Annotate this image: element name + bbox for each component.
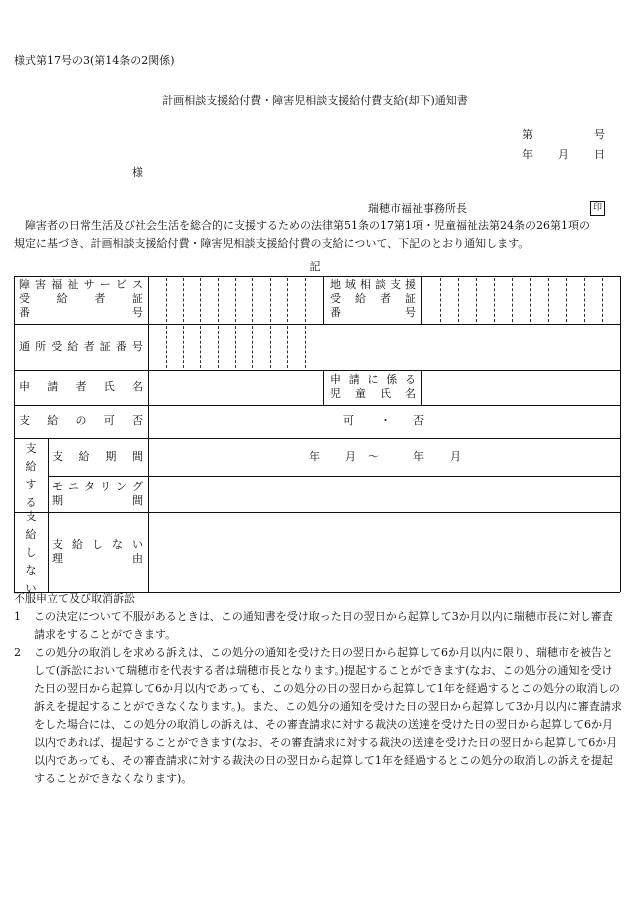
grant-group-label: 支 給 す る — [25, 442, 37, 509]
note-item: 2 この処分の取消しを求める訴えは、この処分の通知を受けた日の翌日から起算して6か月以内に限り、瑞穂市を被告として(訴訟において瑞穂市を代表する者は瑞穂市長となります。)提起することができます(なお、この処分の通知を受けた日の翌日から起算して6か月以内であっても、この処分の日の翌日から起算して1年を経過するとこの処分の取消しの訴えを提起することができなくなります。)。また、この処分の通知を受けた日の翌日から起算して3か月以内に審査請求をした場合には、この処分の取消しの訴えは、その審査請求に対する裁決の送達を受けた日の翌日から起算して6か月以内であれば、提起することができます(なお、その審査請求に対する裁決の送達を受けた日の翌日から起算して6か月以内であっても、その審査請求に対する裁決の日の翌日から起算して1年を経過するとこの処分の取消しの訴えを提起することができなくなります)。 — [14, 646, 622, 785]
date-month: 月 — [558, 148, 569, 161]
intro-line-2: 規定に基づき、計画相談支援給付費・障害児相談支援給付費の支給について、下記のとおり通知します。 — [14, 237, 530, 250]
period-month-1: 月 — [345, 450, 356, 463]
day-cert-label: 通 所 受 給 者 証 番 号 — [19, 340, 143, 353]
deny-reason-label: 支 給 し な い 理 由 — [52, 538, 143, 565]
approval-label: 支 給 の 可 否 — [19, 414, 143, 427]
monitoring-label: モ ニ タ リ ン グ 期 間 — [52, 480, 143, 507]
approval-yes: 可 — [343, 414, 354, 427]
applicant-label: 申 請 者 氏 名 — [19, 380, 143, 393]
community-cert-label: 地 域 相 談 支 援 受 給 者 証 番 号 — [330, 278, 416, 319]
doc-number-prefix: 第 — [522, 128, 533, 141]
notes-title: 不服申立て及び取消訴訟 — [14, 592, 135, 605]
approval-no: 否 — [413, 414, 424, 427]
period-month-2: 月 — [450, 450, 461, 463]
appeal-notes — [14, 590, 622, 788]
intro-line-1: 障害者の日常生活及び社会生活を総合的に支援するための法律第51条の17第1項・児童福祉法第24条の26第1項の — [25, 219, 590, 232]
approval-dot: ・ — [380, 414, 391, 427]
service-cert-label: 障 害 福 祉 サ ー ビ ス 受 給 者 証 番 号 — [19, 278, 143, 319]
deny-group-label: 支 給 し な い — [25, 510, 37, 595]
period-year-1: 年 — [309, 450, 320, 463]
doc-number-suffix: 号 — [594, 128, 605, 141]
issuer-name: 瑞穂市福祉事務所長 — [368, 202, 467, 215]
period-label: 支 給 期 間 — [52, 450, 143, 463]
ki-mark: 記 — [309, 260, 321, 273]
seal-mark: 印 — [590, 201, 605, 216]
date-year: 年 — [522, 148, 533, 161]
form-id: 様式第17号の3(第14条の2関係) — [14, 54, 175, 67]
addressee-suffix: 様 — [132, 166, 143, 179]
note-item: 1 この決定について不服があるときは、この通知書を受け取った日の翌日から起算して3か月以内に瑞穂市長に対し審査請求をすることができます。 — [14, 610, 613, 641]
date-day: 日 — [594, 148, 605, 161]
document-title: 計画相談支援給付費・障害児相談支援給付費支給(却下)通知書 — [162, 94, 468, 107]
child-name-label: 申 請 に 係 る 児 童 氏 名 — [330, 373, 416, 400]
period-tilde: ～ — [368, 450, 379, 463]
period-year-2: 年 — [413, 450, 424, 463]
